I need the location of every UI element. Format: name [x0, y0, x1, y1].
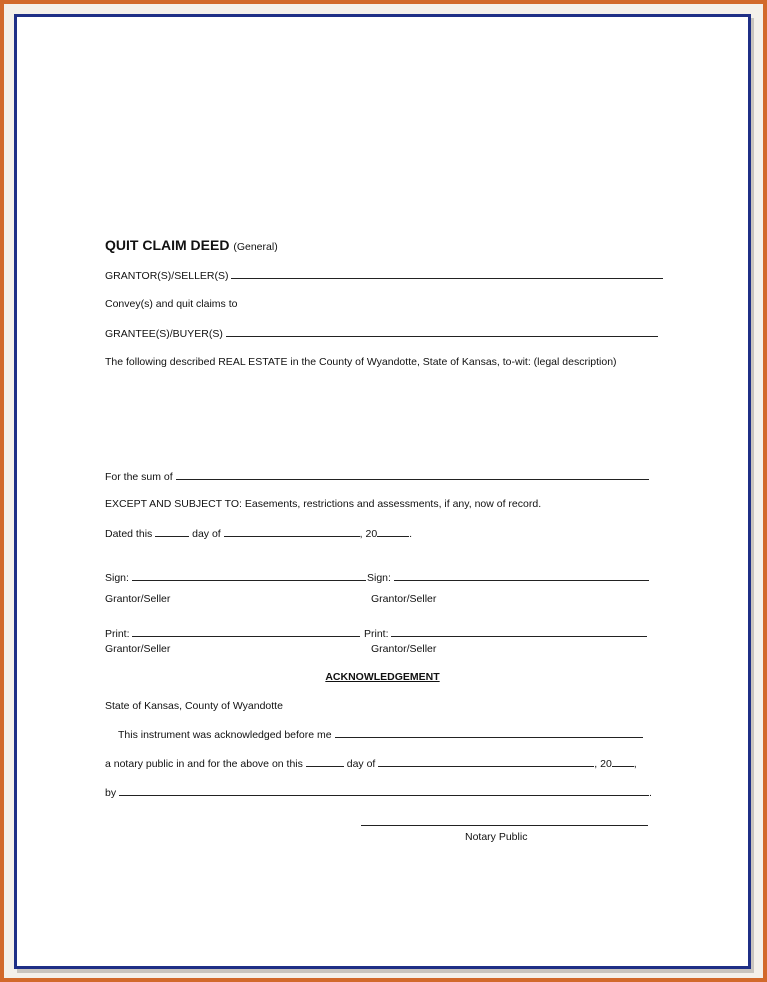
grantee-row: [105, 327, 658, 340]
sign-row-right: [367, 571, 649, 584]
notary-year-label: , 20: [594, 758, 612, 770]
sign-blank-left[interactable]: [132, 571, 366, 581]
sign-label-left: Sign:: [105, 572, 129, 584]
by-row: [105, 786, 652, 799]
document-page: [14, 14, 751, 969]
print-row-left: [105, 627, 360, 640]
grantor-row: [105, 269, 663, 282]
notary-public-label: Notary Public: [465, 831, 528, 843]
except-text: EXCEPT AND SUBJECT TO: Easements, restrictions and assessments, if any, now of record.: [105, 498, 542, 510]
dated-year-blank[interactable]: [377, 527, 409, 537]
grantor-label: GRANTOR(S)/SELLER(S): [105, 270, 229, 282]
notary-row: [105, 757, 637, 770]
convey-text: Convey(s) and quit claims to: [105, 298, 238, 310]
instrument-row: [118, 728, 643, 741]
dated-day-of: day of: [192, 528, 221, 540]
print-blank-right[interactable]: [391, 627, 647, 637]
state-county-text: State of Kansas, County of Wyandotte: [105, 700, 283, 712]
grantor-seller-label-4: Grantor/Seller: [371, 643, 437, 655]
notary-year-end: ,: [633, 758, 637, 770]
by-end: .: [649, 787, 652, 799]
notary-day-blank[interactable]: [306, 757, 344, 767]
notary-text: a notary public in and for the above on this: [105, 758, 303, 770]
deed-subtitle: (General): [233, 241, 278, 253]
dated-day-blank[interactable]: [155, 527, 189, 537]
sign-label-right: Sign:: [367, 572, 391, 584]
grantor-seller-label-1: Grantor/Seller: [105, 593, 171, 605]
sum-blank[interactable]: [176, 470, 649, 480]
grantee-label: GRANTEE(S)/BUYER(S): [105, 328, 223, 340]
sum-label: For the sum of: [105, 471, 173, 483]
print-label-right: Print:: [364, 628, 389, 640]
sum-row: [105, 470, 649, 483]
sign-blank-right[interactable]: [394, 571, 649, 581]
grantor-blank[interactable]: [231, 269, 663, 279]
dated-month-blank[interactable]: [224, 527, 360, 537]
dated-row: [105, 527, 412, 540]
real-estate-text: The following described REAL ESTATE in the County of Wyandotte, State of Kansas, to-wit: (legal description): [105, 356, 617, 368]
by-blank[interactable]: [119, 786, 649, 796]
notary-year-blank[interactable]: [612, 757, 634, 767]
by-label: by: [105, 787, 117, 799]
deed-title: QUIT CLAIM DEED (General): [105, 237, 278, 253]
sign-row-left: [105, 571, 366, 584]
grantor-seller-label-3: Grantor/Seller: [105, 643, 171, 655]
instrument-text: This instrument was acknowledged before me: [118, 729, 332, 741]
print-label-left: Print:: [105, 628, 130, 640]
notary-signature-line[interactable]: [361, 825, 648, 826]
notary-day-of: day of: [346, 758, 376, 770]
dated-year-label: , 20: [359, 528, 378, 540]
grantor-seller-label-2: Grantor/Seller: [371, 593, 437, 605]
acknowledgement-heading: ACKNOWLEDGEMENT: [325, 671, 440, 683]
dated-end: .: [409, 528, 413, 540]
grantee-blank[interactable]: [226, 327, 658, 337]
instrument-blank[interactable]: [335, 728, 643, 738]
notary-month-blank[interactable]: [378, 757, 594, 767]
print-blank-left[interactable]: [132, 627, 360, 637]
print-row-right: [364, 627, 647, 640]
dated-label: Dated this: [105, 528, 153, 540]
